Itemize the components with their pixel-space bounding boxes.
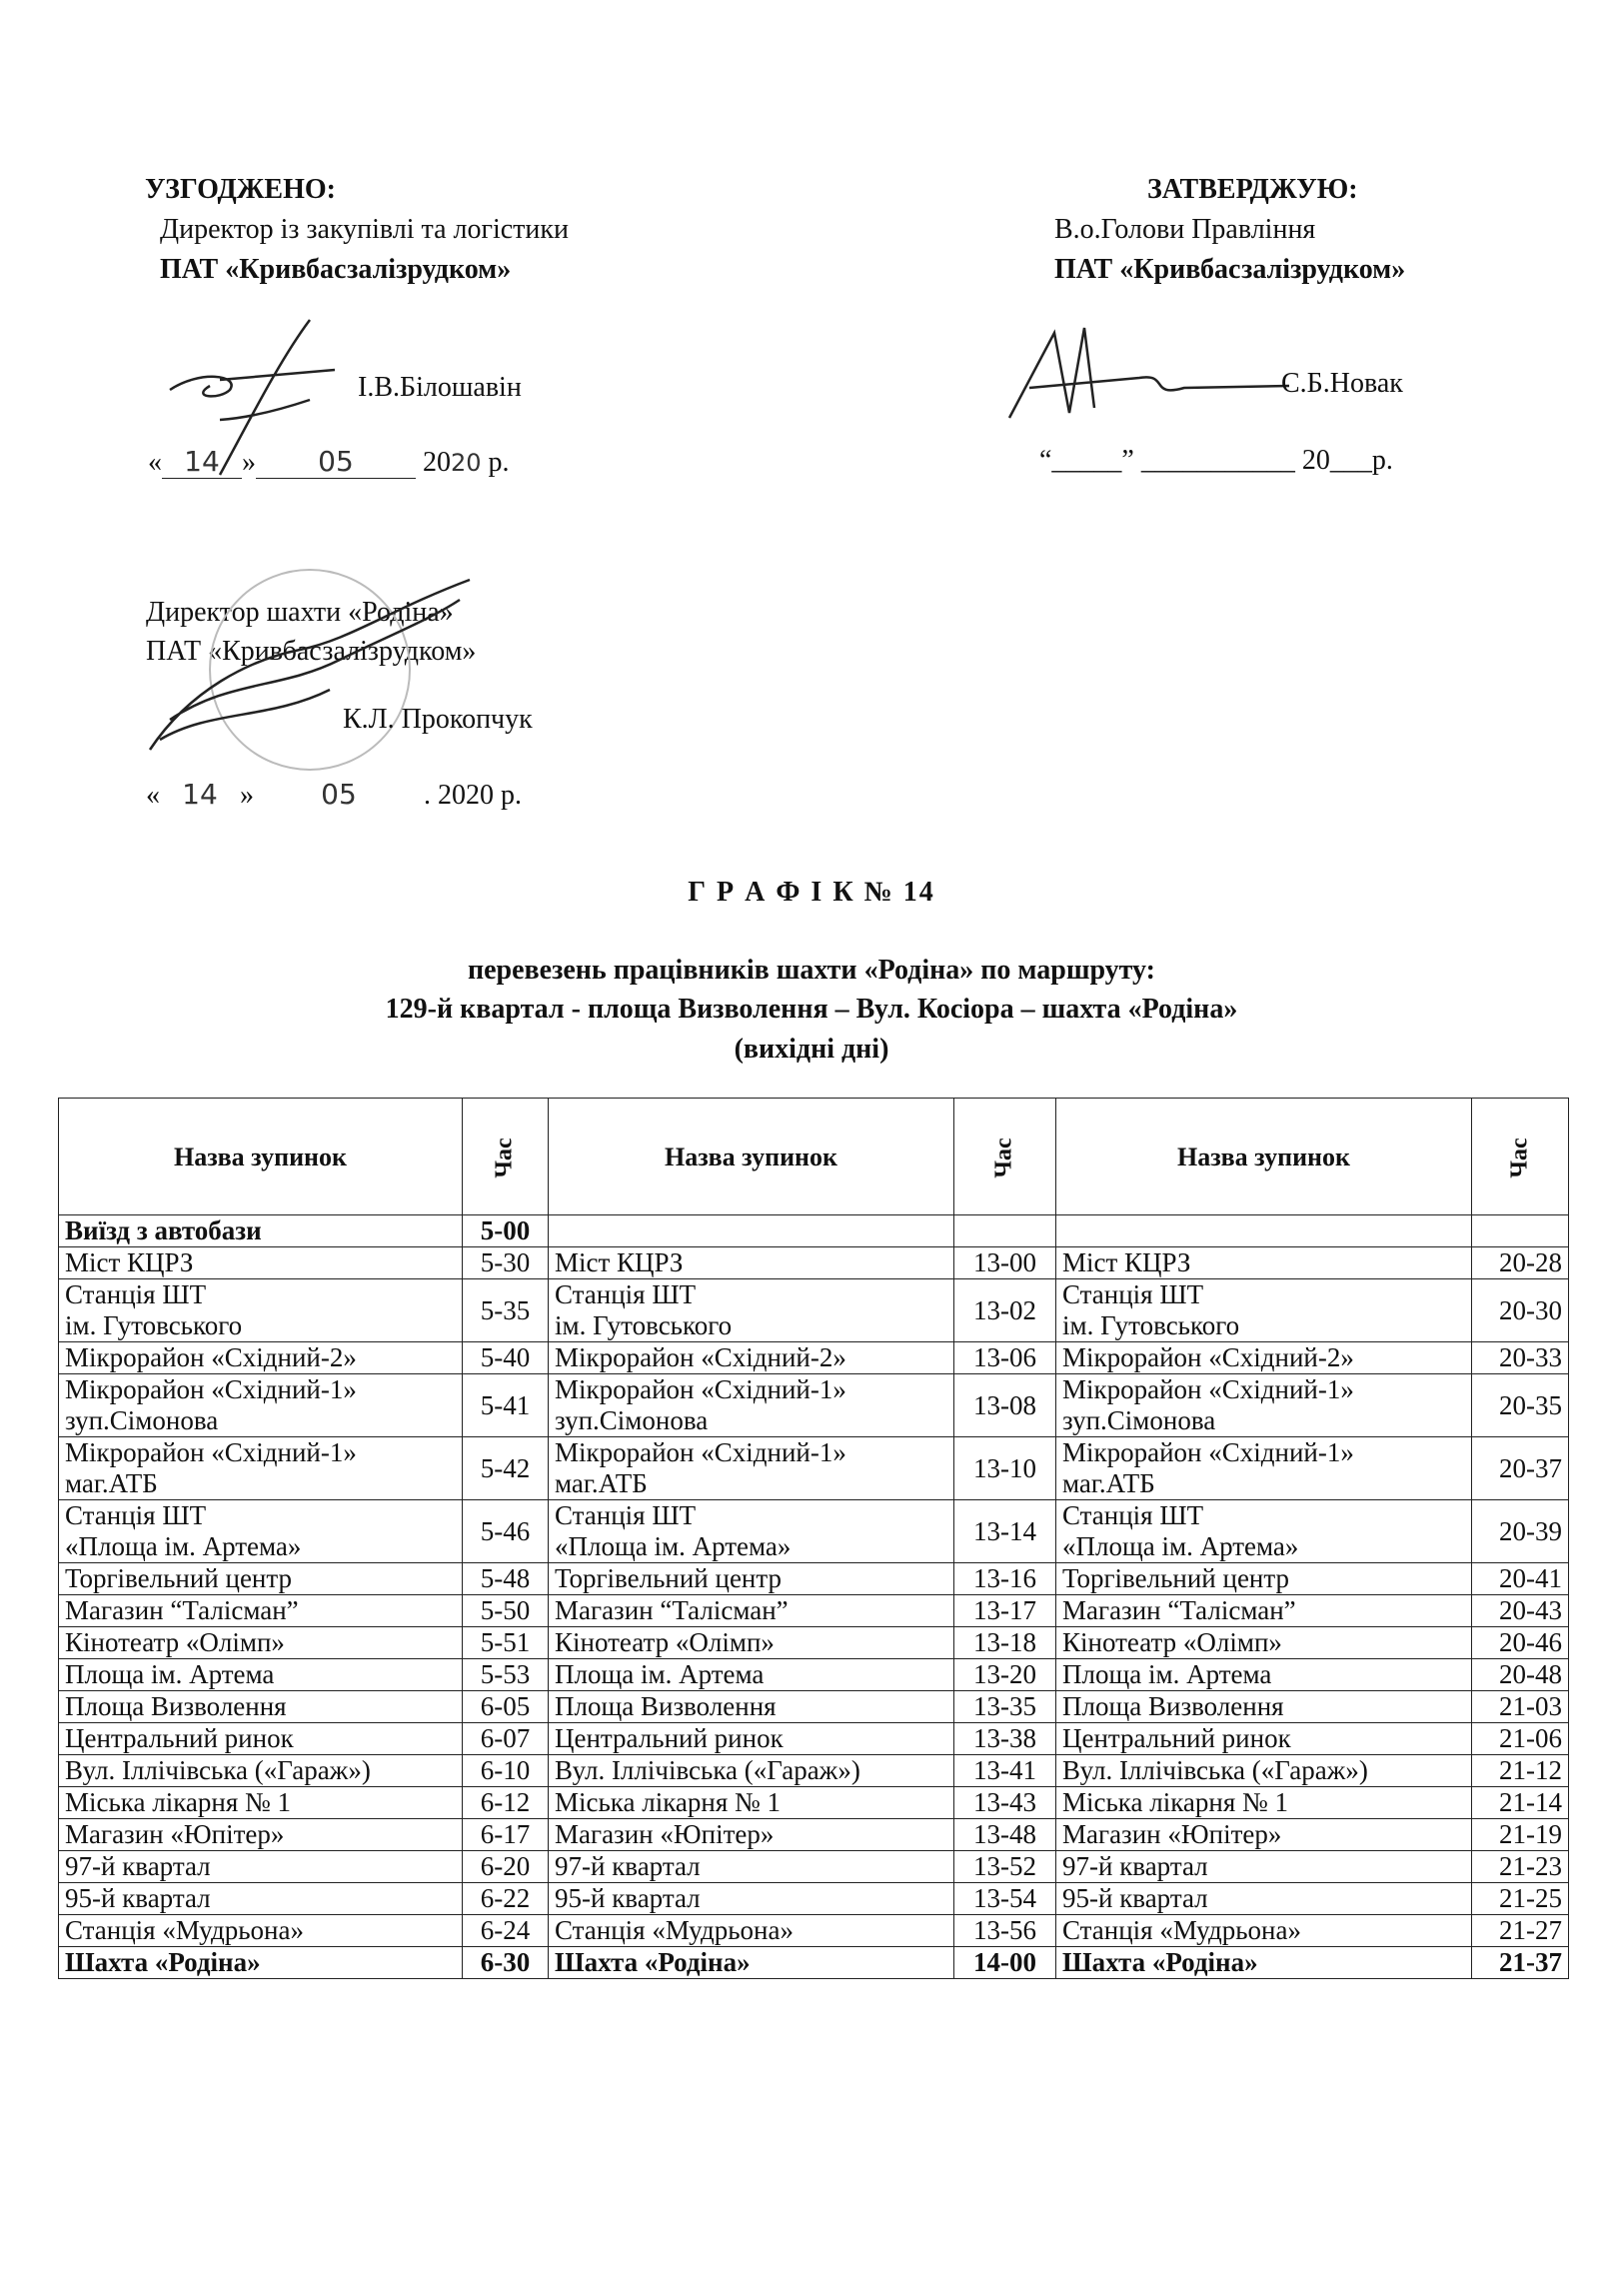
header-time-3: Час: [1472, 1099, 1569, 1215]
stop-cell: Центральний ринок: [59, 1723, 463, 1755]
schedule-table-body: [59, 1215, 1569, 1979]
table-row: [59, 1437, 1569, 1500]
table-row: [59, 1819, 1569, 1851]
stop-cell: Магазин «Юпітер»: [59, 1819, 463, 1851]
time-cell: 13-35: [954, 1691, 1056, 1723]
stop-cell: Вул. Іллічівська («Гараж»): [549, 1755, 954, 1787]
stop-cell: Мікрорайон «Східний-2»: [1056, 1342, 1472, 1374]
date-month-handwritten: 05: [256, 445, 416, 479]
stop-cell: Торгівельний центр: [1056, 1563, 1472, 1595]
time-cell: [954, 1215, 1056, 1247]
time-cell: 5-53: [463, 1659, 549, 1691]
stop-cell: Станція ШТ «Площа ім. Артема»: [59, 1500, 463, 1563]
schedule-title: Г Р А Ф І К № 14: [688, 877, 935, 908]
time-cell: 13-08: [954, 1374, 1056, 1437]
stop-cell: Станція «Мудрьона»: [1056, 1915, 1472, 1947]
stop-cell: Мікрорайон «Східний-1» маг.АТБ: [59, 1437, 463, 1500]
stop-cell: Торгівельний центр: [59, 1563, 463, 1595]
stop-cell: Станція ШТ «Площа ім. Артема»: [1056, 1500, 1472, 1563]
time-cell: 21-23: [1472, 1851, 1569, 1883]
stop-cell: Мікрорайон «Східний-1» зуп.Сімонова: [59, 1374, 463, 1437]
table-row: [59, 1215, 1569, 1247]
time-cell: 20-43: [1472, 1595, 1569, 1627]
stop-cell: Магазин «Юпітер»: [549, 1819, 954, 1851]
stop-cell: Мікрорайон «Східний-1» зуп.Сімонова: [549, 1374, 954, 1437]
stop-cell: Торгівельний центр: [549, 1563, 954, 1595]
time-cell: 6-24: [463, 1915, 549, 1947]
stop-cell: Площа Визволення: [549, 1691, 954, 1723]
header-stops-1: Назва зупинок: [59, 1099, 463, 1215]
stop-cell: Кінотеатр «Олімп»: [549, 1627, 954, 1659]
stop-cell: Станція «Мудрьона»: [59, 1915, 463, 1947]
signature-right: [999, 318, 1299, 428]
mine-director-company: ПАТ «Кривбасзалізрудком»: [146, 636, 477, 667]
stop-cell: Станція ШТ ім. Гутовського: [59, 1279, 463, 1342]
time-cell: 13-43: [954, 1787, 1056, 1819]
approval-left-date: « 14 » 05 2020 р.: [148, 445, 510, 478]
mine-date-month-handwritten: 05: [321, 778, 357, 811]
stop-cell: Станція ШТ ім. Гутовського: [1056, 1279, 1472, 1342]
time-cell: 13-48: [954, 1819, 1056, 1851]
time-cell: 14-00: [954, 1947, 1056, 1979]
approval-right-position: В.о.Голови Правління: [1054, 214, 1316, 245]
time-cell: 21-06: [1472, 1723, 1569, 1755]
table-row: [59, 1279, 1569, 1342]
time-cell: 13-16: [954, 1563, 1056, 1595]
time-cell: 21-12: [1472, 1755, 1569, 1787]
stop-cell: 97-й квартал: [1056, 1851, 1472, 1883]
stop-cell: Станція ШТ «Площа ім. Артема»: [549, 1500, 954, 1563]
stop-cell: [1056, 1215, 1472, 1247]
time-cell: 13-14: [954, 1500, 1056, 1563]
time-cell: 13-20: [954, 1659, 1056, 1691]
time-cell: 21-03: [1472, 1691, 1569, 1723]
stop-cell: Площа ім. Артема: [1056, 1659, 1472, 1691]
stop-cell: Площа ім. Артема: [549, 1659, 954, 1691]
stop-cell: Мікрорайон «Східний-1» зуп.Сімонова: [1056, 1374, 1472, 1437]
stop-cell: Площа Визволення: [59, 1691, 463, 1723]
stop-cell: Магазин “Талісман”: [549, 1595, 954, 1627]
time-cell: 20-37: [1472, 1437, 1569, 1500]
time-cell: [1472, 1215, 1569, 1247]
stop-cell: Шахта «Родіна»: [549, 1947, 954, 1979]
approval-left-company: ПАТ «Кривбасзалізрудком»: [160, 254, 512, 285]
stop-cell: Площа Визволення: [1056, 1691, 1472, 1723]
stop-cell: 95-й квартал: [1056, 1883, 1472, 1915]
stop-cell: Міст КЦРЗ: [1056, 1247, 1472, 1279]
table-row: [59, 1500, 1569, 1563]
time-cell: 6-12: [463, 1787, 549, 1819]
time-cell: 21-27: [1472, 1915, 1569, 1947]
time-cell: 20-35: [1472, 1374, 1569, 1437]
time-cell: 13-06: [954, 1342, 1056, 1374]
time-cell: 6-07: [463, 1723, 549, 1755]
mine-director-position: Директор шахти «Родіна»: [146, 597, 454, 628]
stop-cell: [549, 1215, 954, 1247]
stop-cell: Міст КЦРЗ: [549, 1247, 954, 1279]
approval-left-signer: І.В.Білошавін: [358, 372, 522, 403]
time-cell: 13-00: [954, 1247, 1056, 1279]
time-cell: 5-35: [463, 1279, 549, 1342]
table-row: [59, 1595, 1569, 1627]
time-cell: 21-25: [1472, 1883, 1569, 1915]
time-cell: 5-30: [463, 1247, 549, 1279]
table-row: [59, 1659, 1569, 1691]
stop-cell: Шахта «Родіна»: [59, 1947, 463, 1979]
stop-cell: Станція ШТ ім. Гутовського: [549, 1279, 954, 1342]
stop-cell: Вул. Іллічівська («Гараж»): [1056, 1755, 1472, 1787]
time-cell: 13-10: [954, 1437, 1056, 1500]
table-row: [59, 1851, 1569, 1883]
table-row: [59, 1691, 1569, 1723]
table-row: [59, 1947, 1569, 1979]
stop-cell: Виїзд з автобази: [59, 1215, 463, 1247]
time-cell: 13-54: [954, 1883, 1056, 1915]
time-cell: 20-33: [1472, 1342, 1569, 1374]
approval-right-company: ПАТ «Кривбасзалізрудком»: [1054, 254, 1406, 285]
time-cell: 5-00: [463, 1215, 549, 1247]
table-row: [59, 1563, 1569, 1595]
stop-cell: Міська лікарня № 1: [1056, 1787, 1472, 1819]
time-cell: 5-41: [463, 1374, 549, 1437]
stop-cell: Мікрорайон «Східний-1» маг.АТБ: [549, 1437, 954, 1500]
time-cell: 5-48: [463, 1563, 549, 1595]
table-header-row: [59, 1099, 1569, 1215]
time-cell: 20-28: [1472, 1247, 1569, 1279]
stop-cell: Центральний ринок: [1056, 1723, 1472, 1755]
table-row: [59, 1755, 1569, 1787]
header-stops-2: Назва зупинок: [549, 1099, 954, 1215]
stop-cell: Магазин “Талісман”: [59, 1595, 463, 1627]
time-cell: 6-05: [463, 1691, 549, 1723]
stop-cell: Міська лікарня № 1: [59, 1787, 463, 1819]
approval-left-position: Директор із закупівлі та логістики: [160, 214, 569, 245]
schedule-subtitle-1: перевезень працівників шахти «Родіна» по маршруту:: [467, 955, 1156, 986]
stop-cell: 95-й квартал: [59, 1883, 463, 1915]
approval-right-date: “_____” ___________ 20___р.: [1039, 445, 1393, 476]
time-cell: 21-14: [1472, 1787, 1569, 1819]
time-cell: 13-41: [954, 1755, 1056, 1787]
table-row: [59, 1915, 1569, 1947]
header-time-1: Час: [463, 1099, 549, 1215]
approval-right-title: ЗАТВЕРДЖУЮ:: [1147, 174, 1358, 205]
time-cell: 20-48: [1472, 1659, 1569, 1691]
stop-cell: Мікрорайон «Східний-2»: [59, 1342, 463, 1374]
time-cell: 13-02: [954, 1279, 1056, 1342]
time-cell: 5-42: [463, 1437, 549, 1500]
time-cell: 5-40: [463, 1342, 549, 1374]
stop-cell: Центральний ринок: [549, 1723, 954, 1755]
time-cell: 20-46: [1472, 1627, 1569, 1659]
schedule-subtitle-3: (вихідні дні): [734, 1034, 889, 1065]
time-cell: 21-19: [1472, 1819, 1569, 1851]
date-year-handwritten: 20: [451, 449, 482, 477]
table-row: [59, 1883, 1569, 1915]
time-cell: 21-37: [1472, 1947, 1569, 1979]
table-row: [59, 1247, 1569, 1279]
time-cell: 20-41: [1472, 1563, 1569, 1595]
time-cell: 6-17: [463, 1819, 549, 1851]
time-cell: 13-18: [954, 1627, 1056, 1659]
approval-right-signer: С.Б.Новак: [1281, 368, 1403, 399]
stop-cell: Кінотеатр «Олімп»: [59, 1627, 463, 1659]
stop-cell: Міст КЦРЗ: [59, 1247, 463, 1279]
time-cell: 20-39: [1472, 1500, 1569, 1563]
time-cell: 13-52: [954, 1851, 1056, 1883]
schedule-table: [58, 1098, 1569, 1979]
time-cell: 5-51: [463, 1627, 549, 1659]
stop-cell: 97-й квартал: [549, 1851, 954, 1883]
stop-cell: Станція «Мудрьона»: [549, 1915, 954, 1947]
stop-cell: Кінотеатр «Олімп»: [1056, 1627, 1472, 1659]
signature-mine: [130, 540, 490, 780]
stop-cell: 95-й квартал: [549, 1883, 954, 1915]
time-cell: 6-22: [463, 1883, 549, 1915]
stop-cell: Площа ім. Артема: [59, 1659, 463, 1691]
stop-cell: Мікрорайон «Східний-2»: [549, 1342, 954, 1374]
table-row: [59, 1374, 1569, 1437]
schedule-subtitle-2: 129-й квартал - площа Визволення – Вул. Косіора – шахта «Родіна»: [385, 994, 1238, 1025]
time-cell: 6-10: [463, 1755, 549, 1787]
table-row: [59, 1627, 1569, 1659]
time-cell: 13-56: [954, 1915, 1056, 1947]
mine-date-day-handwritten: 14: [182, 778, 218, 811]
time-cell: 5-50: [463, 1595, 549, 1627]
stop-cell: Вул. Іллічівська («Гараж»): [59, 1755, 463, 1787]
time-cell: 6-30: [463, 1947, 549, 1979]
stop-cell: Магазин “Талісман”: [1056, 1595, 1472, 1627]
time-cell: 6-20: [463, 1851, 549, 1883]
approval-left-title: УЗГОДЖЕНО:: [145, 174, 336, 205]
table-row: [59, 1342, 1569, 1374]
time-cell: 13-17: [954, 1595, 1056, 1627]
mine-director-date: « 14 » 05 . 2020 р.: [146, 778, 522, 811]
time-cell: 20-30: [1472, 1279, 1569, 1342]
header-stops-3: Назва зупинок: [1056, 1099, 1472, 1215]
table-row: [59, 1787, 1569, 1819]
stop-cell: Міська лікарня № 1: [549, 1787, 954, 1819]
time-cell: 13-38: [954, 1723, 1056, 1755]
stop-cell: 97-й квартал: [59, 1851, 463, 1883]
header-time-2: Час: [954, 1099, 1056, 1215]
date-day-handwritten: 14: [162, 445, 242, 479]
mine-director-signer: К.Л. Прокопчук: [343, 704, 533, 735]
stop-cell: Шахта «Родіна»: [1056, 1947, 1472, 1979]
time-cell: 5-46: [463, 1500, 549, 1563]
stop-cell: Мікрорайон «Східний-1» маг.АТБ: [1056, 1437, 1472, 1500]
table-row: [59, 1723, 1569, 1755]
stop-cell: Магазин «Юпітер»: [1056, 1819, 1472, 1851]
